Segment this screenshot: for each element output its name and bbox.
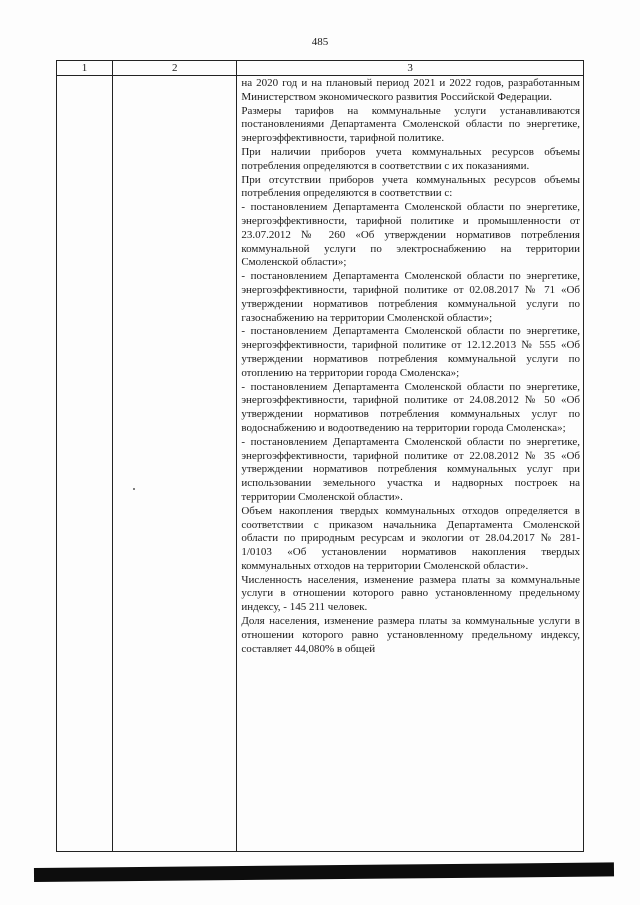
page-number: 485: [311, 36, 329, 48]
list-item: - постановлением Департамента Смоленской области по энергетике, энергоэффективности, тарифной политике от 12.12.2013 № 555 «Об утверждении нормативов потребления коммунальной услуги по отоплению на территории города Смоленска»;: [241, 325, 580, 379]
list-item: - постановлением Департамента Смоленской области по энергетике, энергоэффективности, тарифной политике от 24.08.2012 № 50 «Об утверждении нормативов потребления коммунальных услуг по водоснабжению и водоотведению на территории города Смоленска»;: [241, 380, 580, 434]
column-header-2: 2: [113, 61, 237, 76]
list-item: - постановлением Департамента Смоленской области по энергетике, энергоэффективности, тарифной политике от 02.08.2017 № 71 «Об утверждении нормативов потребления коммунальной услуги по газоснабжению на территории Смоленской области»;: [241, 270, 580, 324]
scan-speck: [133, 488, 135, 490]
table-header-row: [57, 61, 584, 76]
paragraph: При отсутствии приборов учета коммунальных ресурсов объемы потребления определяются в соответствии с:: [241, 173, 580, 200]
scan-edge-band: [34, 862, 614, 882]
list-item: - постановлением Департамента Смоленской области по энергетике, энергоэффективности, тарифной политике и промышленности от 23.07.2012 № 260 «Об утверждении нормативов потребления коммунальной услуги по электроснабжению на территории Смоленской области»;: [241, 201, 580, 269]
table-body-row: [57, 76, 584, 852]
paragraph: на 2020 год и на плановый период 2021 и 2022 годов, разработанным Министерством экономического развития Российской Федерации.: [241, 77, 580, 103]
column-header-1: 1: [57, 61, 113, 76]
paragraph: Численность населения, изменение размера платы за коммунальные услуги в отношении которого равно установленному предельному индексу, - 145 211 человек.: [241, 573, 580, 614]
paragraph: Доля населения, изменение размера платы за коммунальные услуги в отношении которого равно установленному предельному индексу, составляет 44,080% в общей: [241, 615, 580, 655]
column-header-3: 3: [237, 61, 584, 76]
paragraph: Объем накопления твердых коммунальных отходов определяется в соответствии с приказом начальника Департамента Смоленской области по природным ресурсам и экологии от 28.04.2017 № 281-1/0103 «Об установлении нормативов накопления твердых коммунальных отходов на территории Смоленской области».: [241, 504, 580, 572]
paragraph: Размеры тарифов на коммунальные услуги устанавливаются постановлениями Департамента Смоленской области по энергетике, энергоэффективности, тарифной политике.: [241, 104, 580, 145]
cell-column-1: [57, 76, 113, 852]
list-item: - постановлением Департамента Смоленской области по энергетике, энергоэффективности, тарифной политике от 22.08.2012 № 35 «Об утверждении нормативов потребления коммунальных услуг при использовании земельного участка и надворных построек на территории Смоленской области».: [241, 435, 580, 503]
cell-column-3: [237, 76, 584, 852]
document-table: [56, 60, 584, 852]
paragraph: При наличии приборов учета коммунальных ресурсов объемы потребления определяются в соответствии с их показаниями.: [241, 145, 580, 172]
cell-column-2: [113, 76, 237, 852]
